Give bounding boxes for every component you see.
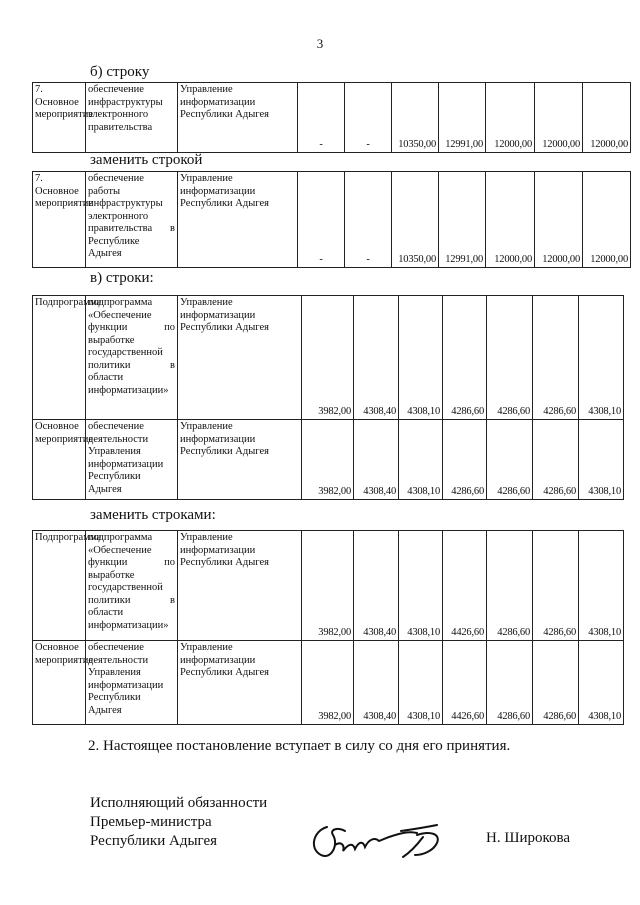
- heading-b: б) строку: [90, 64, 150, 80]
- value-cell: -: [345, 83, 392, 153]
- table-row: [33, 172, 631, 268]
- table-row: [33, 420, 624, 500]
- value-cell: 4286,60: [443, 420, 487, 500]
- signatory-line-2: Премьер-министра: [90, 814, 212, 830]
- value-cell: -: [298, 172, 345, 268]
- heading-replace-row: заменить строкой: [90, 152, 203, 168]
- value-cell: 12000,00: [535, 83, 583, 153]
- value-cell: 4308,40: [354, 641, 399, 725]
- row-executor-cell: Управление информатизации Республики Адыгея: [178, 531, 302, 641]
- row-description-cell: подпрограмма «Обеспечение функции по выработке государственной политики в области информатизации»: [86, 296, 178, 420]
- value-cell: 3982,00: [302, 296, 354, 420]
- value-cell: -: [298, 83, 345, 153]
- value-cell: 4308,10: [399, 296, 443, 420]
- value-cell: 4426,60: [443, 641, 487, 725]
- value-cell: 4286,60: [533, 641, 579, 725]
- row-name-cell: Подпрограмма: [33, 296, 86, 420]
- value-cell: 4308,40: [354, 296, 399, 420]
- handwritten-signature: [305, 815, 455, 870]
- value-cell: 4286,60: [443, 296, 487, 420]
- row-description-cell: подпрограмма «Обеспечение функции по выработке государственной политики в области информатизации»: [86, 531, 178, 641]
- value-cell: 4308,10: [399, 420, 443, 500]
- row-executor-cell: Управление информатизации Республики Адыгея: [178, 641, 302, 725]
- value-cell: 4308,10: [399, 531, 443, 641]
- value-cell: -: [345, 172, 392, 268]
- value-cell: 10350,00: [392, 83, 439, 153]
- value-cell: 3982,00: [302, 641, 354, 725]
- table-rows-old: [32, 295, 624, 500]
- row-description-cell: обеспечение деятельности Управления информатизации Республики Адыгея: [86, 641, 178, 725]
- row-name-cell: Подпрограмма: [33, 531, 86, 641]
- value-cell: 12000,00: [486, 172, 535, 268]
- value-cell: 4286,60: [487, 641, 533, 725]
- signatory-name: Н. Широкова: [486, 830, 571, 846]
- value-cell: 4286,60: [533, 296, 579, 420]
- table-row-new-7: [32, 171, 631, 268]
- value-cell: 4286,60: [533, 531, 579, 641]
- signatory-line-3: Республики Адыгея: [90, 833, 218, 849]
- value-cell: 4308,10: [579, 531, 624, 641]
- paragraph-2: 2. Настоящее постановление вступает в силу со дня его принятия.: [88, 738, 511, 754]
- row-name-cell: 7. Основное мероприятие: [33, 172, 86, 268]
- row-name-cell: Основное мероприятие: [33, 641, 86, 725]
- signatory-line-1: Исполняющий обязанности: [90, 795, 268, 811]
- table-row: [33, 641, 624, 725]
- row-executor-cell: Управление информатизации Республики Адыгея: [178, 83, 298, 153]
- value-cell: 4286,60: [487, 296, 533, 420]
- heading-v: в) строки:: [90, 270, 154, 286]
- table-row: [33, 83, 631, 153]
- value-cell: 12991,00: [439, 83, 486, 153]
- table-row-old-7: [32, 82, 631, 153]
- value-cell: 4286,60: [487, 420, 533, 500]
- value-cell: 10350,00: [392, 172, 439, 268]
- row-description-cell: обеспечение деятельности Управления информатизации Республики Адыгея: [86, 420, 178, 500]
- table-rows-new: [32, 530, 624, 725]
- row-executor-cell: Управление информатизации Республики Адыгея: [178, 420, 302, 500]
- heading-replace-rows: заменить строками:: [90, 507, 216, 523]
- table-row: [33, 296, 624, 420]
- table-row: [33, 531, 624, 641]
- value-cell: 12991,00: [439, 172, 486, 268]
- value-cell: 12000,00: [535, 172, 583, 268]
- value-cell: 3982,00: [302, 531, 354, 641]
- signatory-title: [90, 794, 267, 851]
- value-cell: 4286,60: [487, 531, 533, 641]
- value-cell: 12000,00: [583, 172, 631, 268]
- page-number: 3: [316, 36, 324, 51]
- row-executor-cell: Управление информатизации Республики Адыгея: [178, 172, 298, 268]
- value-cell: 3982,00: [302, 420, 354, 500]
- value-cell: 4308,40: [354, 420, 399, 500]
- row-executor-cell: Управление информатизации Республики Адыгея: [178, 296, 302, 420]
- value-cell: 4286,60: [533, 420, 579, 500]
- row-description-cell: обеспечение работы инфраструктуры электронного правительства в Республике Адыгея: [86, 172, 178, 268]
- value-cell: 4426,60: [443, 531, 487, 641]
- row-description-cell: обеспечение инфраструктуры электронного правительства: [86, 83, 178, 153]
- row-name-cell: 7. Основное мероприятие: [33, 83, 86, 153]
- value-cell: 4308,10: [399, 641, 443, 725]
- value-cell: 4308,10: [579, 420, 624, 500]
- value-cell: 4308,40: [354, 531, 399, 641]
- value-cell: 4308,10: [579, 641, 624, 725]
- value-cell: 12000,00: [583, 83, 631, 153]
- value-cell: 4308,10: [579, 296, 624, 420]
- row-name-cell: Основное мероприятие: [33, 420, 86, 500]
- value-cell: 12000,00: [486, 83, 535, 153]
